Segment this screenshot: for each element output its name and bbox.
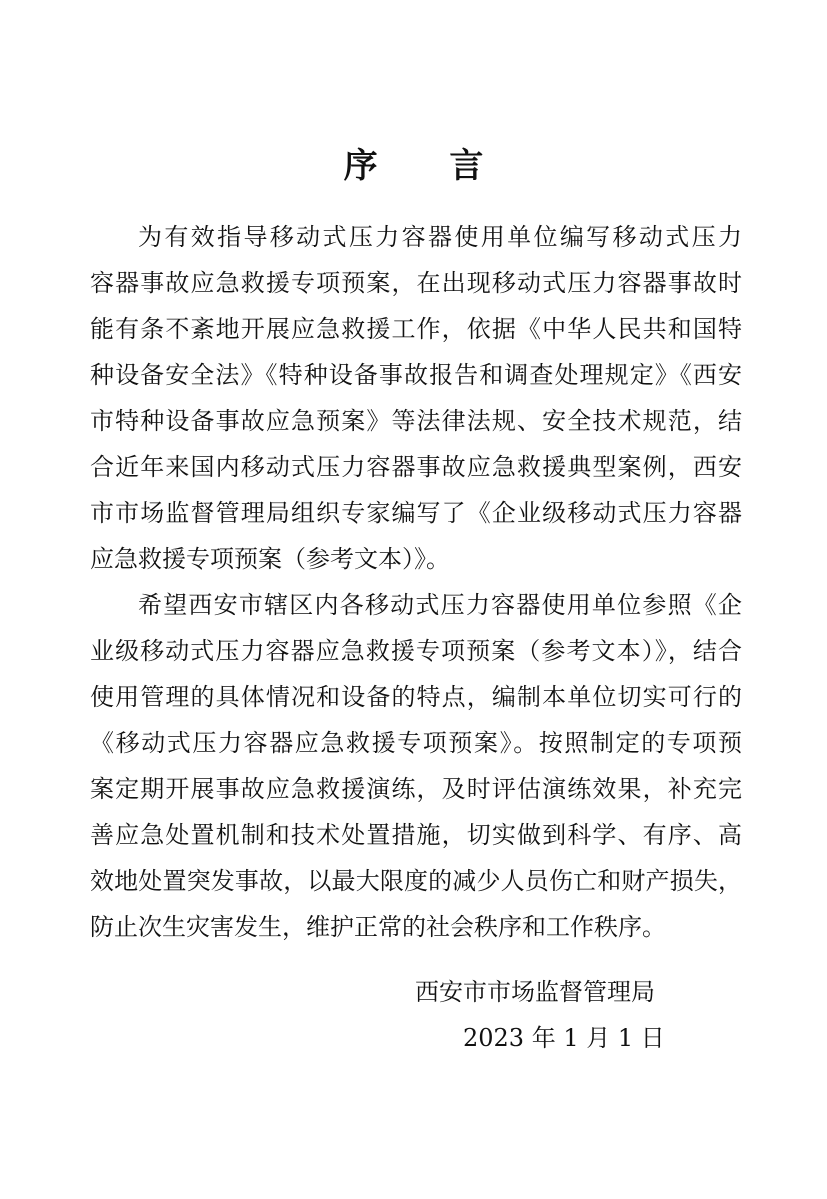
text-line: 合近年来国内移动式压力容器事故应急救援典型案例，西安 bbox=[90, 453, 742, 481]
text-line: 防止次生灾害发生，维护正常的社会秩序和工作秩序。 bbox=[90, 913, 666, 941]
signature-organization: 西安市市场监督管理局 bbox=[415, 978, 655, 1006]
signature-date: 2023 年 1 月 1 日 bbox=[463, 1024, 665, 1052]
preface-body bbox=[90, 214, 742, 950]
paragraph-1 bbox=[90, 214, 742, 582]
text-line: 《移动式压力容器应急救援专项预案》。按照制定的专项预 bbox=[90, 729, 742, 757]
text-line: 种设备安全法》《特种设备事故报告和调查处理规定》《西安 bbox=[90, 361, 742, 389]
text-line: 业级移动式压力容器应急救援专项预案（参考文本）》，结合 bbox=[90, 637, 742, 665]
text-line: 效地处置突发事故，以最大限度的减少人员伤亡和财产损失， bbox=[90, 867, 742, 895]
text-line: 善应急处置机制和技术处置措施，切实做到科学、有序、高 bbox=[90, 821, 742, 849]
text-line: 应急救援专项预案（参考文本）》。 bbox=[90, 545, 450, 573]
page-title: 序 言 bbox=[343, 146, 514, 186]
text-line: 希望西安市辖区内各移动式压力容器使用单位参照《企 bbox=[138, 591, 742, 619]
text-line: 市特种设备事故应急预案》等法律法规、安全技术规范，结 bbox=[90, 407, 742, 435]
text-line: 使用管理的具体情况和设备的特点，编制本单位切实可行的 bbox=[90, 683, 742, 711]
text-line: 市市场监督管理局组织专家编写了《企业级移动式压力容器 bbox=[90, 499, 742, 527]
paragraph-2 bbox=[90, 582, 742, 950]
text-line: 容器事故应急救援专项预案，在出现移动式压力容器事故时 bbox=[90, 269, 742, 297]
text-line: 为有效指导移动式压力容器使用单位编写移动式压力 bbox=[138, 223, 742, 251]
text-line: 能有条不紊地开展应急救援工作，依据《中华人民共和国特 bbox=[90, 315, 742, 343]
text-line: 案定期开展事故应急救援演练，及时评估演练效果，补充完 bbox=[90, 775, 742, 803]
